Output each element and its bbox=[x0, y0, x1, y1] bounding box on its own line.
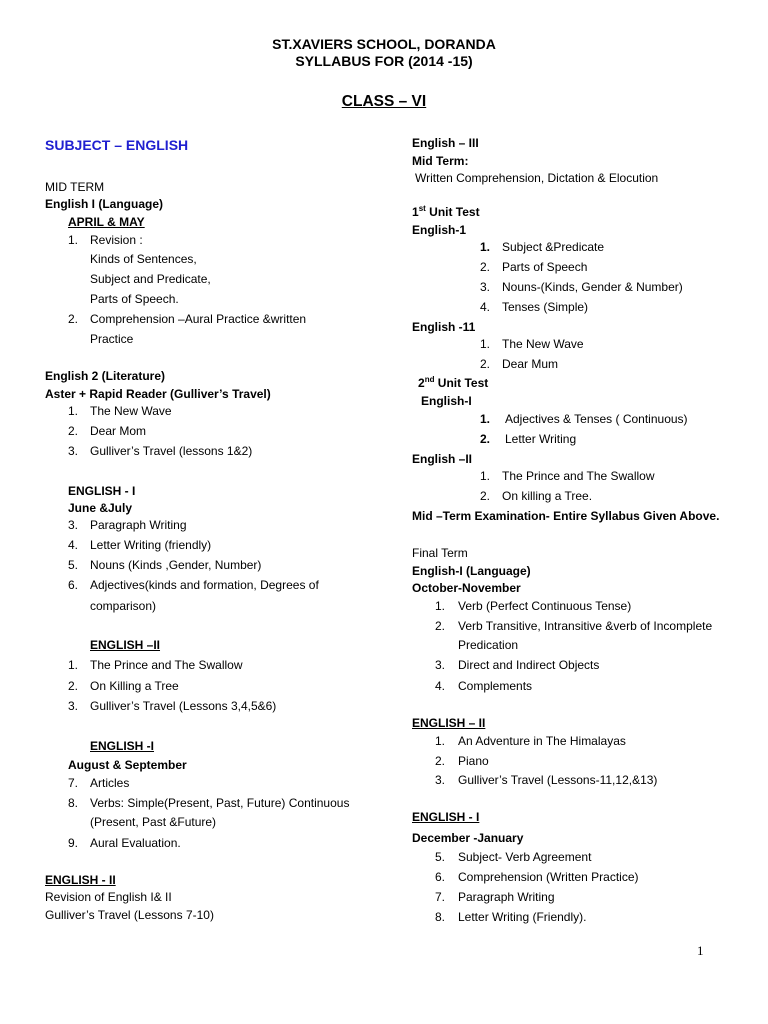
list-number: 3. bbox=[68, 699, 79, 713]
june-july-heading: June &July bbox=[68, 501, 133, 515]
oct-nov-heading: October-November bbox=[412, 581, 521, 595]
list-number: 2. bbox=[480, 432, 491, 446]
unit-test-2-heading: 2nd Unit Test bbox=[418, 375, 489, 390]
list-number: 3. bbox=[68, 444, 79, 458]
list-item: An Adventure in The Himalayas bbox=[458, 734, 626, 748]
list-number: 8. bbox=[68, 796, 79, 810]
mid-term-label: MID TERM bbox=[45, 180, 105, 194]
list-item: Paragraph Writing bbox=[458, 890, 555, 904]
list-item: Nouns-(Kinds, Gender & Number) bbox=[502, 280, 683, 294]
list-item: Verb (Perfect Continuous Tense) bbox=[458, 599, 632, 613]
list-item: Revision : bbox=[90, 233, 143, 247]
list-number: 2. bbox=[435, 754, 446, 768]
list-number: 5. bbox=[435, 850, 446, 864]
list-item: Articles bbox=[90, 776, 130, 790]
list-number: 4. bbox=[435, 679, 446, 693]
english-i-heading: ENGLISH - I bbox=[68, 484, 136, 498]
list-number: 2. bbox=[480, 489, 491, 503]
list-number: 4. bbox=[68, 538, 79, 552]
list-item: Piano bbox=[458, 754, 489, 768]
list-number: 1. bbox=[480, 469, 491, 483]
list-item: Letter Writing bbox=[505, 432, 577, 446]
list-number: 1. bbox=[480, 337, 491, 351]
aug-sep-heading: August & September bbox=[68, 758, 187, 772]
english-11-heading: English -11 bbox=[412, 320, 476, 334]
list-item: Adjectives(kinds and formation, Degrees of bbox=[90, 578, 319, 592]
list-number: 2. bbox=[480, 357, 491, 371]
list-item: Comprehension (Written Practice) bbox=[458, 870, 639, 884]
syllabus-year: SYLLABUS FOR (2014 -15) bbox=[295, 53, 473, 69]
revision-line: Revision of English I& II bbox=[45, 890, 172, 904]
english1-language-heading: English I (Language) bbox=[45, 197, 164, 211]
list-item: Practice bbox=[90, 332, 134, 346]
list-item: Direct and Indirect Objects bbox=[458, 658, 600, 672]
list-number: 7. bbox=[435, 890, 446, 904]
list-number: 3. bbox=[68, 518, 79, 532]
list-item: Tenses (Simple) bbox=[502, 300, 589, 314]
list-number: 1. bbox=[68, 404, 79, 418]
april-may-heading: APRIL & MAY bbox=[68, 215, 145, 229]
final-term-label: Final Term bbox=[412, 546, 468, 560]
list-item: Gulliver’s Travel (lessons 1&2) bbox=[90, 444, 253, 458]
list-item: Dear Mom bbox=[90, 424, 147, 438]
english-ii-heading-final: ENGLISH – II bbox=[412, 716, 486, 730]
list-number: 1. bbox=[435, 599, 446, 613]
list-item: Subject &Predicate bbox=[502, 240, 605, 254]
list-item: Parts of Speech. bbox=[90, 292, 179, 306]
list-item: Adjectives & Tenses ( Continuous) bbox=[505, 412, 688, 426]
list-item: Letter Writing (Friendly). bbox=[458, 910, 587, 924]
list-number: 2. bbox=[68, 424, 79, 438]
english-iii-heading: English – III bbox=[412, 136, 479, 150]
list-number: 6. bbox=[68, 578, 79, 592]
list-item: The Prince and The Swallow bbox=[90, 658, 243, 672]
list-item: Predication bbox=[458, 638, 519, 652]
list-item: Paragraph Writing bbox=[90, 518, 187, 532]
english-i-heading-final: ENGLISH - I bbox=[412, 810, 480, 824]
school-name: ST.XAVIERS SCHOOL, DORANDA bbox=[272, 36, 496, 52]
list-number: 2. bbox=[435, 619, 446, 633]
class-title: CLASS – VI bbox=[341, 93, 427, 110]
list-number: 8. bbox=[435, 910, 446, 924]
english-1-heading: English-1 bbox=[412, 223, 467, 237]
subject-heading: SUBJECT – ENGLISH bbox=[45, 137, 189, 153]
dec-jan-heading: December -January bbox=[412, 831, 524, 845]
english-ii-heading-r: English –II bbox=[412, 452, 473, 466]
list-item: Parts of Speech bbox=[502, 260, 588, 274]
list-number: 1. bbox=[480, 412, 491, 426]
list-number: 2. bbox=[68, 312, 79, 326]
list-number: 1. bbox=[68, 658, 79, 672]
list-item: On killing a Tree. bbox=[502, 489, 593, 503]
list-item: comparison) bbox=[90, 599, 157, 613]
mid-term-heading: Mid Term: bbox=[412, 154, 469, 168]
list-item: The New Wave bbox=[90, 404, 172, 418]
unit-test-1-heading: 1st Unit Test bbox=[412, 204, 480, 219]
list-item: Kinds of Sentences, bbox=[90, 252, 197, 266]
list-item: Dear Mum bbox=[502, 357, 559, 371]
page-number: 1 bbox=[697, 943, 704, 958]
list-item: Comprehension –Aural Practice &written bbox=[90, 312, 307, 326]
list-number: 2. bbox=[68, 679, 79, 693]
list-item: Complements bbox=[458, 679, 533, 693]
list-number: 1. bbox=[480, 240, 491, 254]
english-i-heading-2: ENGLISH -I bbox=[90, 739, 155, 753]
list-number: 1. bbox=[435, 734, 446, 748]
list-number: 3. bbox=[435, 773, 446, 787]
list-item: On Killing a Tree bbox=[90, 679, 179, 693]
list-item: Verb Transitive, Intransitive &verb of Incomplete bbox=[458, 619, 713, 633]
list-item: Aural Evaluation. bbox=[90, 836, 181, 850]
list-number: 2. bbox=[480, 260, 491, 274]
list-number: 3. bbox=[480, 280, 491, 294]
list-item: (Present, Past &Future) bbox=[90, 815, 217, 829]
list-number: 5. bbox=[68, 558, 79, 572]
written-comprehension: Written Comprehension, Dictation & Elocution bbox=[415, 171, 659, 185]
list-number: 6. bbox=[435, 870, 446, 884]
list-number: 7. bbox=[68, 776, 79, 790]
english-i-heading-r: English-I bbox=[421, 394, 472, 408]
list-item: Letter Writing (friendly) bbox=[90, 538, 212, 552]
list-item: Subject and Predicate, bbox=[90, 272, 211, 286]
list-item: Subject- Verb Agreement bbox=[458, 850, 592, 864]
english2-literature-heading: English 2 (Literature) bbox=[45, 369, 166, 383]
english-ii-heading-3: ENGLISH - II bbox=[45, 873, 116, 887]
list-number: 3. bbox=[435, 658, 446, 672]
list-item: The Prince and The Swallow bbox=[502, 469, 655, 483]
list-number: 4. bbox=[480, 300, 491, 314]
gulliver-line: Gulliver’s Travel (Lessons 7-10) bbox=[45, 908, 214, 922]
list-item: Gulliver’s Travel (Lessons-11,12,&13) bbox=[458, 773, 658, 787]
list-item: Gulliver’s Travel (Lessons 3,4,5&6) bbox=[90, 699, 277, 713]
aster-heading: Aster + Rapid Reader (Gulliver’s Travel) bbox=[45, 387, 271, 401]
english-ii-heading: ENGLISH –II bbox=[90, 638, 161, 652]
list-item: Nouns (Kinds ,Gender, Number) bbox=[90, 558, 262, 572]
mid-term-exam-note: Mid –Term Examination- Entire Syllabus Given Above. bbox=[412, 509, 720, 523]
english-i-language-heading: English-I (Language) bbox=[412, 564, 531, 578]
list-item: Verbs: Simple(Present, Past, Future) Continuous bbox=[90, 796, 350, 810]
list-item: The New Wave bbox=[502, 337, 584, 351]
list-number: 9. bbox=[68, 836, 79, 850]
list-number: 1. bbox=[68, 233, 79, 247]
